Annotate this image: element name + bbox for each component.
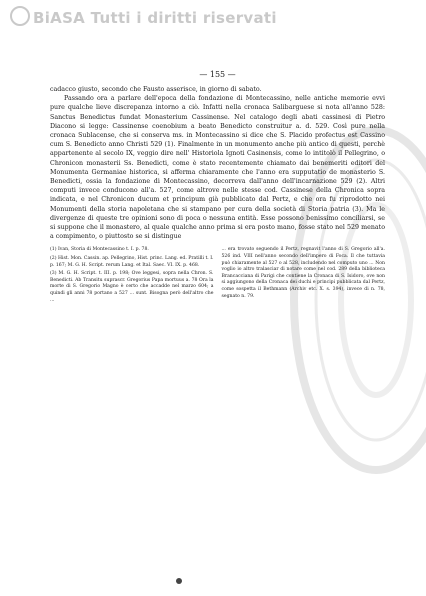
footnote: ... era trovato seguendo il Pertz, regnavit l'anno di S. Gregorio all'a. 526 ind. VIII nell'anno secondo dell'impero di Foca. Il che tuttavia può chiaramente al 527 o al 528, includendo nel computo uno ... Non voglio io altro tralasciar di notare come nel cod. 289 della biblioteca Brancacciana di Parigi che contiene la Cronaca di S. Isidoro, ove non si aggiungono della Cronaca dei duchi e principi pubblicata dal Pertz, come sospetta il Bethmann (Archiv etc. X. s. 394), invece di n. 78, segnato n. 79. xyxy=(221,247,385,299)
document-page xyxy=(50,70,385,306)
body-text xyxy=(50,85,385,241)
watermark-text: BiASA Tutti i diritti riservati xyxy=(33,9,277,27)
footnote: (2) Hist. Mon. Cassin. ap. Pellegrino, Hist. princ. Lang. ed. Pratilli t. I. p. 167; M. G. H. Script. rerum Lang. et Ital. Saec. VI. IX. p. 468. xyxy=(50,256,214,268)
footnotes-right-column xyxy=(222,247,386,306)
ink-dot xyxy=(176,578,182,584)
watermark-banner xyxy=(10,6,277,27)
page-number: — 155 — xyxy=(199,70,236,79)
footnote: (3) M. G. H. Script. t. III. p. 198; Ove leggesi, sopra nella Chron. S. Benedicti. Ab Transitu suprascr. Gregorius Papa mortuus a. 78 Ora la morte di S. Gregorio Magno è certo che accadde nel marzo 604; a quindi gli anni 78 portano a 527 ... sunt. Bisogna però dell'altro che ... xyxy=(50,271,214,303)
footnotes-left-column xyxy=(50,247,214,306)
biasa-logo-icon xyxy=(10,6,30,26)
paragraph-2: Passando ora a parlare dell'epoca della fondazione di Montecassino, nelle antiche memorie evvi pure qualche lieve discrepanza intorno a ciò. Infatti nella cronaca Salibarguese si nota all'anno 528: Sanctus Benedictus fundat Monasterium Cassinense. Nel catalogo degli abati cassinesi di Pietro Diacono si legge: Cassinense coenobium a beato Benedicto construitur a. d. 529. Così pure nella cronaca Sublacense, che si conserva ms. in Montecassino si dice che S. Placido profectus est Cassino cum S. Benedicto anno Christi 529 (1). Finalmente in un monumento anche più antico di questi, perchè appartenente al secolo IX, veggio dire nell' Historiola Ignoti Casinensis, come lo intitolò il Pellegrino, o Chronicon monasterii Ss. Benedicti, come è stato recentemente chiamato dai benemeriti editori del Monumenta Germaniae historica, si afferma chiaramente che l'anno era supputatio de monasterio S. Benedicti, ossia la fondazione di Montecassino, decorreva dall'anno dell'incarnazione 529 (2). Altri computi invece conducono all'a. 527, come altrove nelle stesse cod. Cassinese della Chronica sopra indicata, e nel Chronicon ducum et principum già pubblicato dal Pertz, e che ora fu riprodotto nei Monumenti della storia napoletana che si stampano per cura della società di Storia patria (3). Ma le divergenze di queste tre opinioni sono di poca o nessuna entità. Esse possono benissimo conciliarsi, se si suppone che il monastero, al quale qualche anno prima si era posto mano, fosse stato nel 529 menato a compimento, o piuttosto se si distingue xyxy=(50,95,385,241)
paragraph-1: cadacco giusto, secondo che Fausto asserisce, in giorno di sabato. xyxy=(50,86,262,93)
footnotes xyxy=(50,247,385,306)
footnote: (1) Ivan, Storia di Montecassino t. I. p. 78. xyxy=(50,247,149,253)
